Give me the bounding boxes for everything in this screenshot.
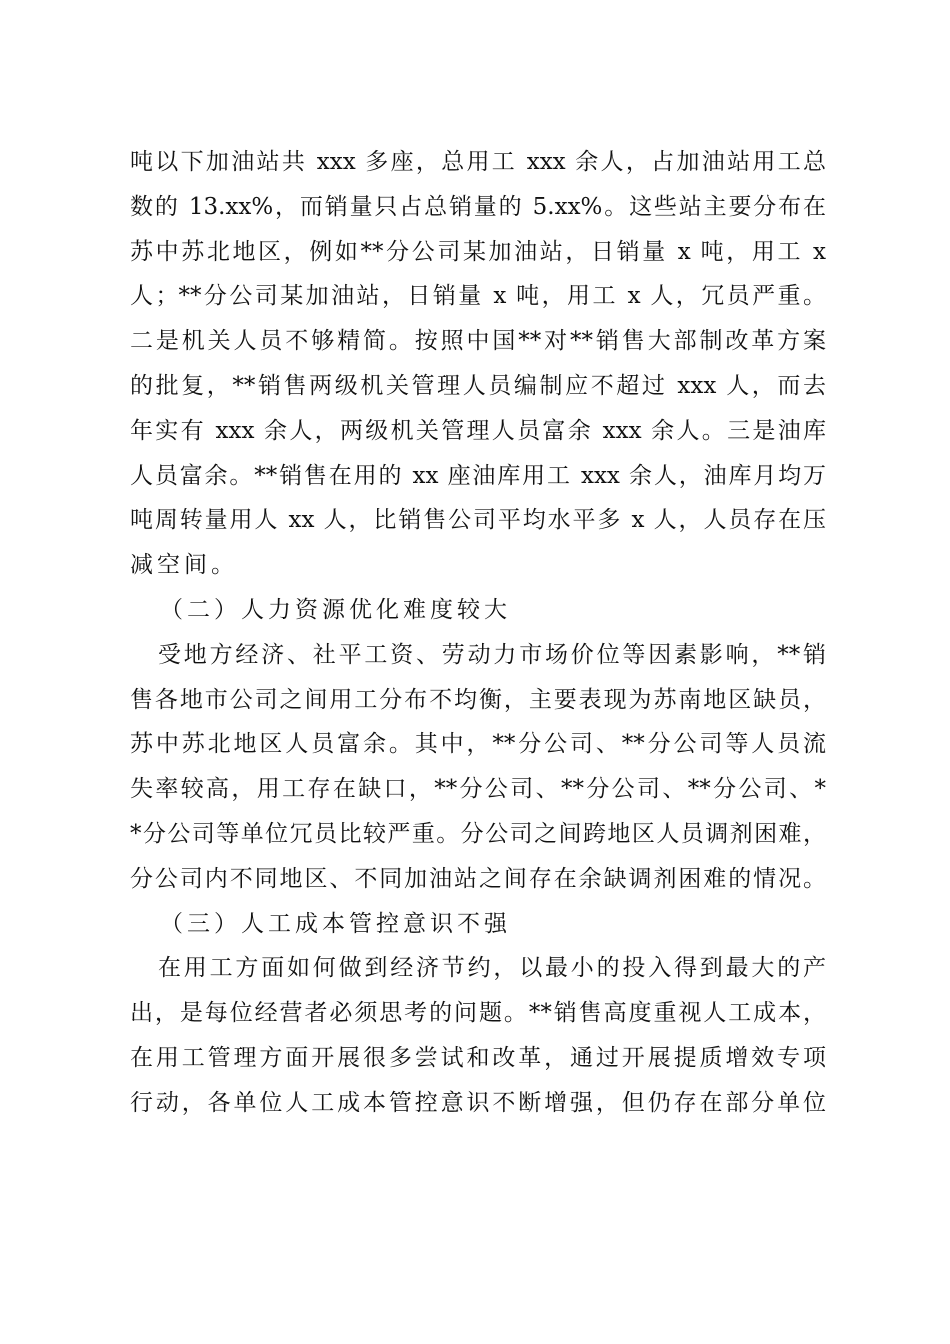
text-line: *分公司等单位冗员比较严重。分公司之间跨地区人员调剂困难，: [130, 820, 826, 847]
text-line: 人；**分公司某加油站，日销量 x 吨，用工 x 人，冗员严重。: [130, 283, 826, 310]
text-line: 吨周转量用人 xx 人，比销售公司平均水平多 x 人，人员存在压: [130, 507, 826, 534]
text-line: 售各地市公司之间用工分布不均衡，主要表现为苏南地区缺员，: [130, 686, 826, 713]
text-line: 受地方经济、社平工资、劳动力市场价位等因素影响，**销: [158, 641, 826, 668]
document-page: [130, 140, 826, 1126]
text-line: 失率较高，用工存在缺口，**分公司、**分公司、**分公司、*: [130, 776, 826, 803]
text-line: 苏中苏北地区人员富余。其中，**分公司、**分公司等人员流: [130, 731, 826, 758]
text-line: 吨以下加油站共 xxx 多座，总用工 xxx 余人，占加油站用工总: [130, 149, 826, 175]
text-line: 数的 13.xx%，而销量只占总销量的 5.xx%。这些站主要分布在: [130, 193, 826, 220]
text-line: 行动，各单位人工成本管控意识不断增强，但仍存在部分单位: [130, 1089, 826, 1116]
text-line: 在用工方面如何做到经济节约，以最小的投入得到最大的产: [158, 955, 826, 982]
text-line: 在用工管理方面开展很多尝试和改革，通过开展提质增效专项: [130, 1044, 826, 1071]
text-line: 的批复，**销售两级机关管理人员编制应不超过 xxx 人，而去: [130, 372, 826, 399]
section-heading-3: （三）人工成本管控意识不强: [160, 910, 511, 937]
text-line: 苏中苏北地区，例如**分公司某加油站，日销量 x 吨，用工 x: [130, 238, 826, 265]
text-line: 人员富余。**销售在用的 xx 座油库用工 xxx 余人，油库月均万: [130, 462, 826, 489]
section-heading-2: （二）人力资源优化难度较大: [160, 596, 511, 623]
text-line: 年实有 xxx 余人，两级机关管理人员富余 xxx 余人。三是油库: [130, 417, 826, 444]
text-line: 减空间。: [130, 552, 238, 579]
text-line: 二是机关人员不够精简。按照中国**对**销售大部制改革方案: [130, 328, 826, 355]
text-line: 分公司内不同地区、不同加油站之间存在余缺调剂困难的情况。: [130, 865, 826, 892]
text-line: 出，是每位经营者必须思考的问题。**销售高度重视人工成本，: [130, 1000, 826, 1027]
